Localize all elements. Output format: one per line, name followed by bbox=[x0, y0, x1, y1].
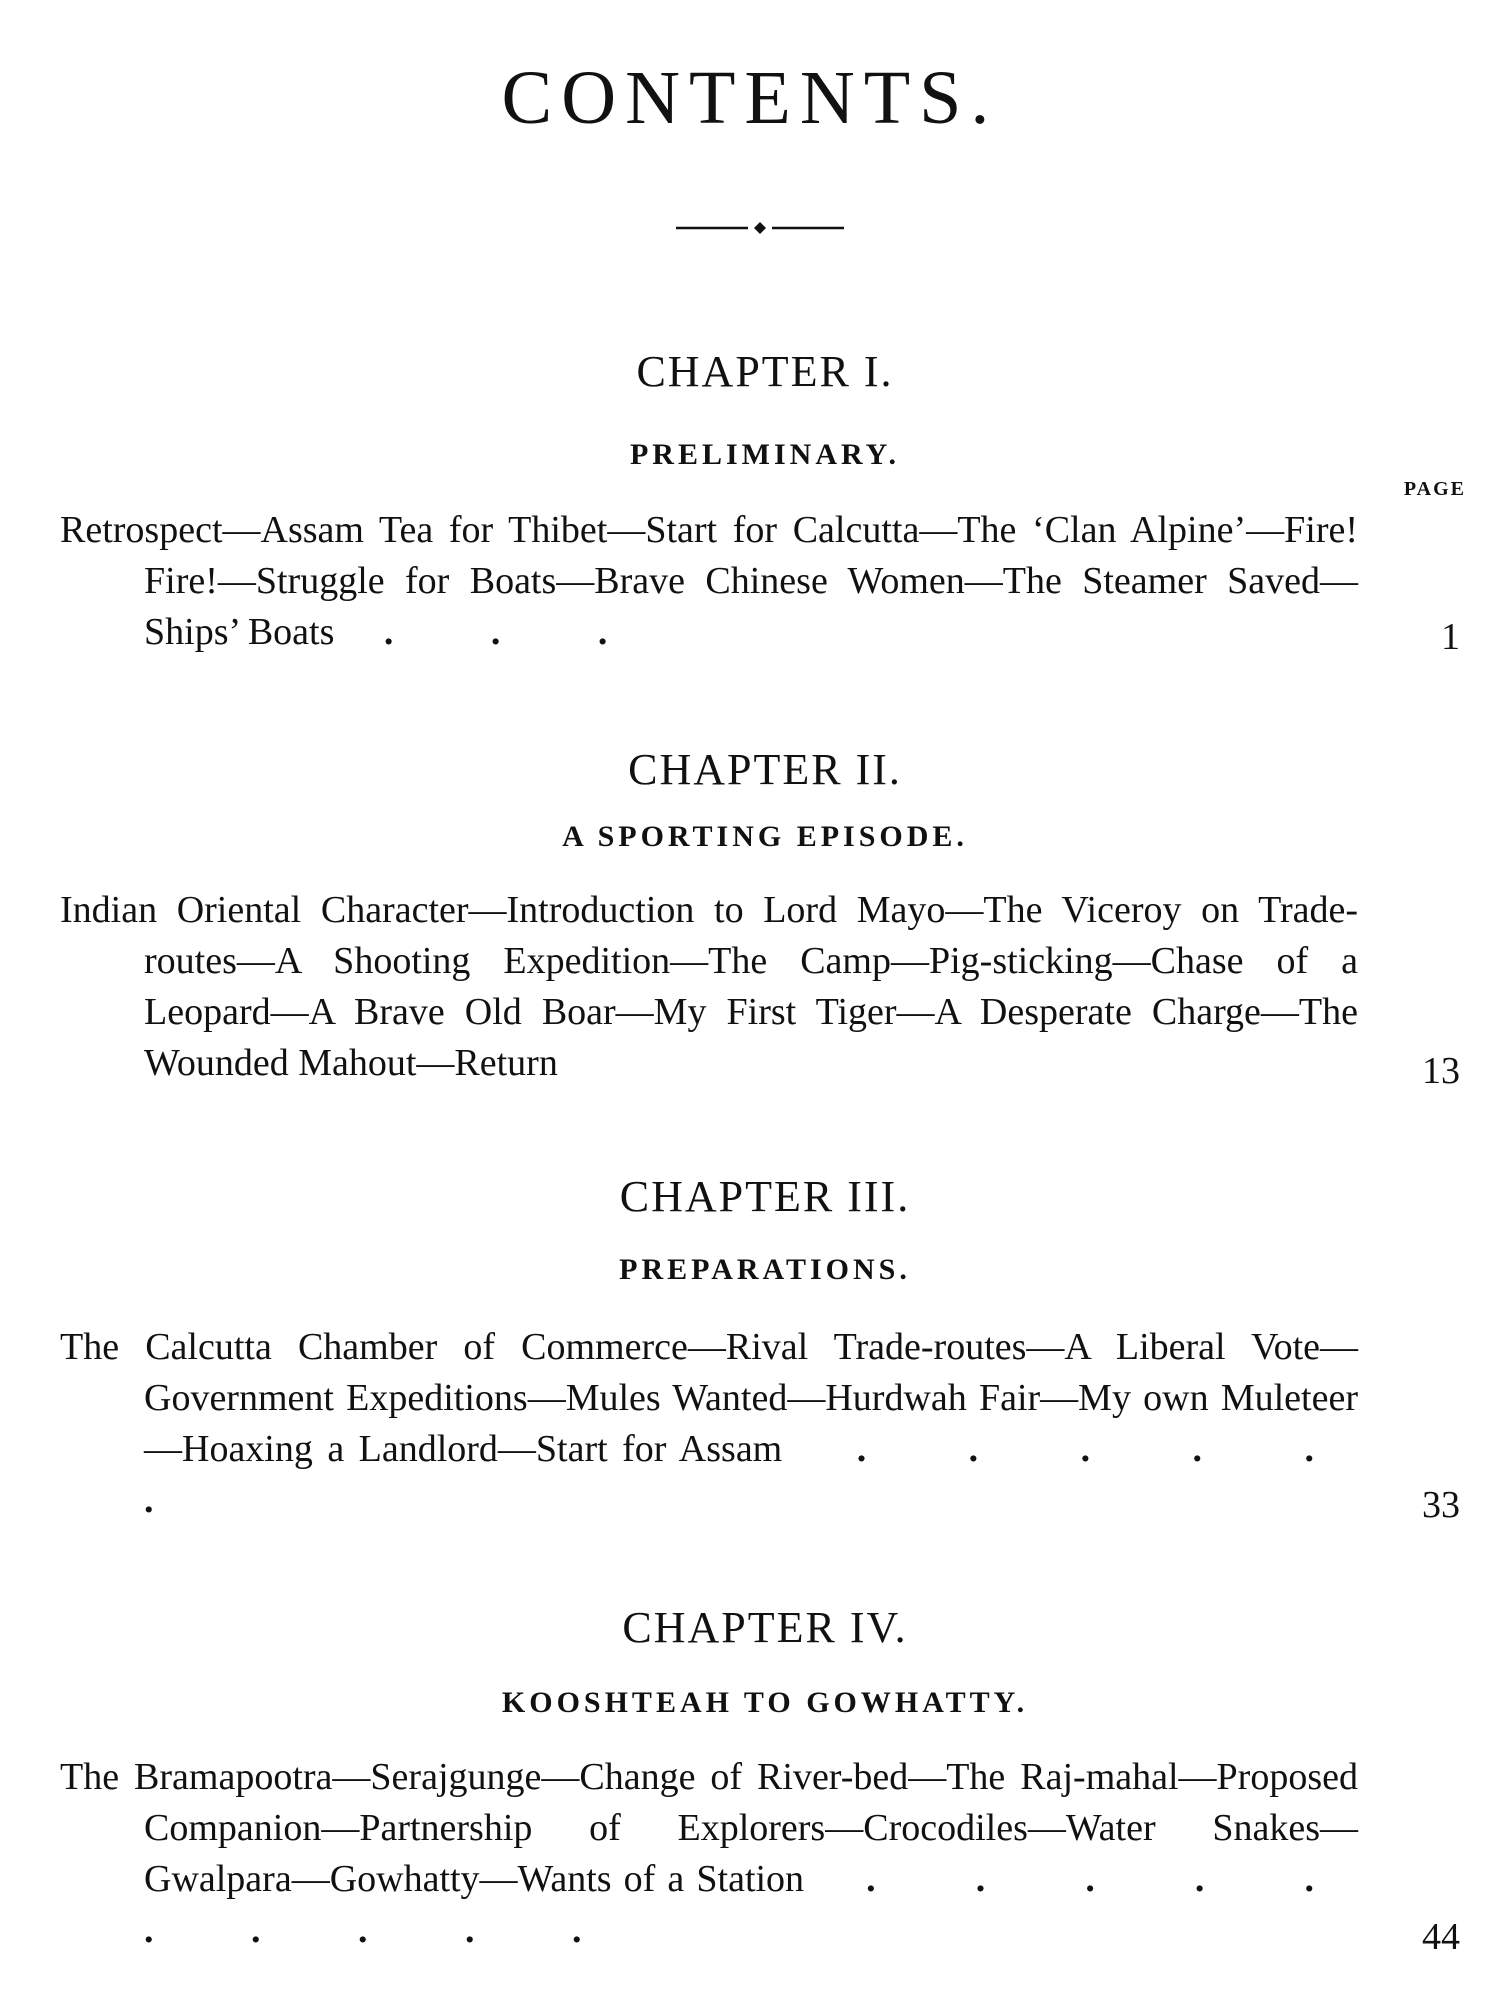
chapter-number: CHAPTER II. bbox=[628, 745, 902, 794]
page-number: 44 bbox=[1422, 1916, 1460, 1958]
chapter-title: PREPARATIONS. bbox=[619, 1253, 911, 1286]
chapter-summary-text: The Bramapootra—Serajgunge—Change of River-bed—The Raj-mahal—Proposed Companion—Partnership of Explorers—Crocodiles—Water Snakes—Gwalpara—Gowhatty—Wants of a Station bbox=[60, 1756, 1358, 1900]
chapter-title: PRELIMINARY. bbox=[629, 438, 901, 471]
chapter-summary-text: The Calcutta Chamber of Commerce—Rival Trade-routes—A Liberal Vote—Government Expeditions—Mules Wanted—Hurdwah Fair—My own Muleteer—Hoaxing a Landlord—Start for Assam bbox=[60, 1326, 1358, 1470]
chapter-summary-text: Indian Oriental Character—Introduction to Lord Mayo—The Viceroy on Trade-routes—A Shooting Expedition—The Camp—Pig-sticking—Chase of a Leopard—A Brave Old Boar—My First Tiger—A Desperate Charge—The Wounded Mahout—Return bbox=[60, 889, 1358, 1084]
chapter-number: CHAPTER I. bbox=[636, 347, 894, 396]
chapter-summary bbox=[60, 1752, 1358, 1956]
chapter-title: KOOSHTEAH TO GOWHATTY. bbox=[501, 1686, 1029, 1719]
chapter-title: A SPORTING EPISODE. bbox=[562, 820, 968, 853]
page-number: 13 bbox=[1422, 1050, 1460, 1092]
chapter-summary bbox=[60, 885, 1358, 1089]
page-column-label: PAGE bbox=[1403, 478, 1466, 500]
chapter-summary-text: Retrospect—Assam Tea for Thibet—Start for Calcutta—The ‘Clan Alpine’—Fire! Fire!—Struggle for Boats—Brave Chinese Women—The Steamer Saved—Ships’ Boats bbox=[60, 509, 1358, 653]
page-number: 1 bbox=[1441, 616, 1460, 658]
dot-leaders: . . . . . . bbox=[144, 1428, 1359, 1521]
dot-leaders: . . . . . . . . . . bbox=[144, 1858, 1359, 1951]
page-title: CONTENTS. bbox=[501, 56, 999, 140]
chapter-number: CHAPTER III. bbox=[619, 1172, 911, 1221]
chapter-summary bbox=[60, 505, 1358, 658]
ornament-rule-icon bbox=[676, 220, 844, 236]
chapter-number: CHAPTER IV. bbox=[622, 1603, 908, 1652]
dot-leaders: . . . bbox=[383, 611, 652, 653]
chapter-summary bbox=[60, 1322, 1358, 1526]
page-number: 33 bbox=[1422, 1484, 1460, 1526]
